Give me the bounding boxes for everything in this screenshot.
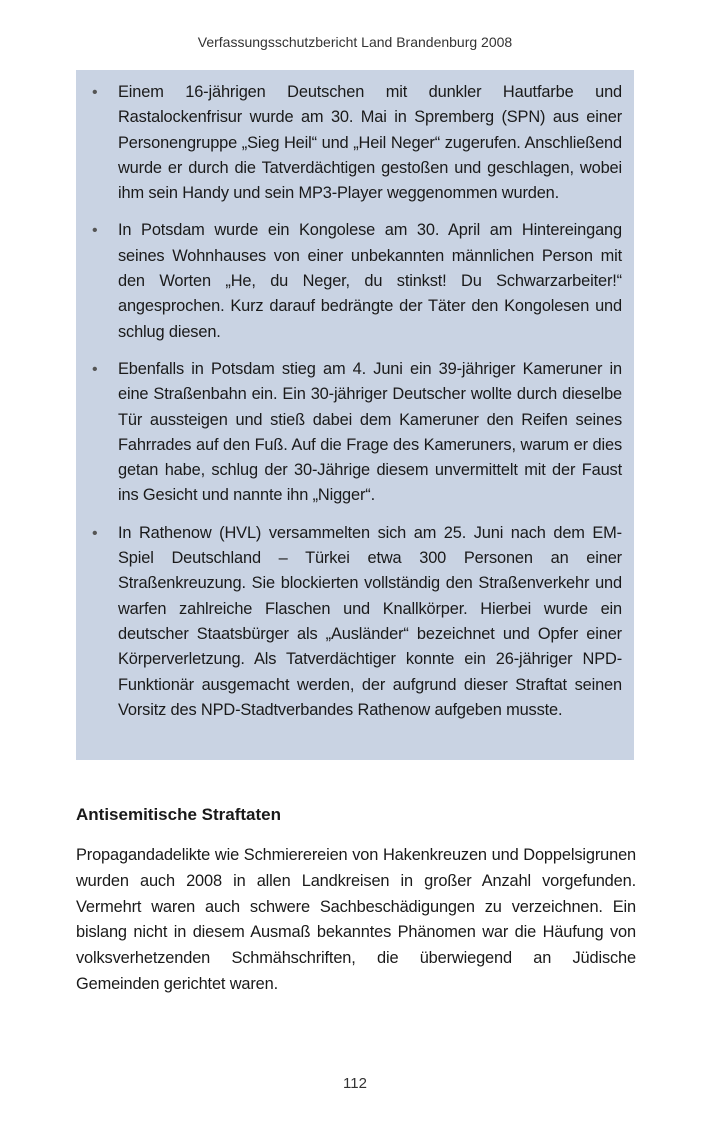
case-item-spremberg bbox=[88, 80, 622, 206]
section-heading: Antisemitische Straftaten bbox=[76, 805, 281, 824]
case-text: In Potsdam wurde ein Kongolese am 30. April am Hintereingang seines Wohnhauses von einer unbekannten männlichen Person mit den Worten „He, du Neger, du stinkst! Du Schwarzarbeiter!“ angesprochen. Kurz darauf bedrängte der Täter den Kongolesen und schlug diesen. bbox=[118, 221, 622, 341]
case-item-potsdam-june bbox=[88, 357, 622, 509]
case-text: Einem 16-jährigen Deutschen mit dunkler Hautfarbe und Rastalockenfrisur wurde am 30. Mai in Spremberg (SPN) aus einer Personengruppe „Sieg Heil“ und „Heil Neger“ zugerufen. Anschließend wurde er durch die Tatverdächtigen gestoßen und geschlagen, wobei ihm sein Handy und sein MP3-Player weggenommen wurden. bbox=[118, 83, 622, 203]
page-number: 112 bbox=[343, 1075, 367, 1092]
case-item-potsdam-april bbox=[88, 218, 622, 344]
case-examples-box bbox=[76, 70, 634, 760]
section-paragraph: Propagandadelikte wie Schmierereien von Hakenkreuzen und Doppelsigrunen wurden auch 2008 in allen Landkreisen in großer Anzahl vorgefunden. Vermehrt waren auch schwere Sachbeschädigungen zu verzeichnen. Ein bislang nicht in diesem Ausmaß bekanntes Phänomen war die Häufung von volksverhetzenden Schmähschriften, die überwiegend an Jüdische Gemeinden gerichtet waren. bbox=[76, 846, 636, 993]
case-list bbox=[88, 80, 622, 723]
bullet-icon: • bbox=[92, 524, 98, 542]
case-text: Ebenfalls in Potsdam stieg am 4. Juni ein 39-jähriger Kameruner in eine Straßenbahn ein. Ein 30-jähriger Deutscher wollte durch dieselbe Tür aussteigen und stieß dabei dem Kameruner den Reifen seines Fahrrades auf den Fuß. Auf die Frage des Kameruners, warum er dies getan habe, schlug der 30-Jährige diesem unvermittelt mit der Faust ins Gesicht und nannte ihn „Nigger“. bbox=[118, 359, 622, 505]
bullet-icon: • bbox=[92, 222, 98, 240]
bullet-icon: • bbox=[92, 360, 98, 378]
bullet-icon: • bbox=[92, 84, 98, 101]
case-item-rathenow bbox=[88, 521, 622, 723]
running-header: Verfassungsschutzbericht Land Brandenburg 2008 bbox=[197, 34, 513, 50]
case-text: In Rathenow (HVL) versammelten sich am 25. Juni nach dem EM-Spiel Deutschland – Türkei etwa 300 Personen an einer Straßenkreuzung. Sie blockierten vollständig den Straßenverkehr und warfen zahlreiche Flaschen und Knallkörper. Hierbei wurde ein deutscher Staatsbürger als „Ausländer“ bezeichnet und Opfer einer Körperverletzung. Als Tatverdächtiger konnte ein 26-jähriger NPD-Funktionär ausgemacht werden, der aufgrund dieser Straftat seinen Vorsitz des NPD-Stadtverbandes Rathenow aufgeben musste. bbox=[118, 523, 622, 719]
